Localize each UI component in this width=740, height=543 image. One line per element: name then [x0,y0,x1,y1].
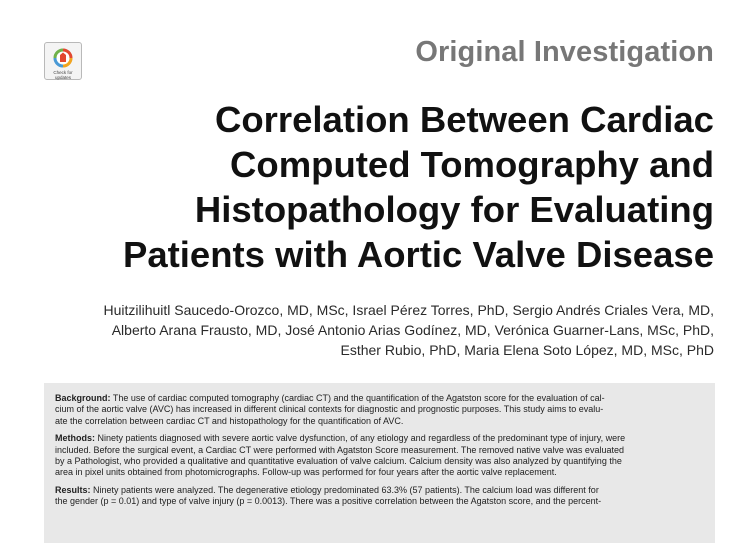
check-for-updates-label: Check for updates [53,70,73,80]
methods-heading: Methods: [55,433,95,444]
background-text: The use of cardiac computed tomography (cardiac CT) and the quantification of the Agatston score for the evaluation of cal- [110,393,605,403]
author-list [34,300,714,360]
author-line: Esther Rubio, PhD, Maria Elena Soto López, MD, MSc, PhD [340,342,714,358]
title-line: Correlation Between Cardiac [215,99,714,140]
results-heading: Results: [55,484,91,495]
check-for-updates-icon [52,47,74,69]
results-text: the gender (p = 0.01) and type of valve injury (p = 0.0013). There was a positive correlation between the Agatston score, and the percent- [55,496,602,507]
methods-text: by a Pathologist, who provided a qualitative and quantitative evaluation of valve calcium. Calcium density was also analyzed by quantifying the [55,456,622,467]
check-for-updates-badge[interactable] [44,42,82,80]
title-line: Histopathology for Evaluating [194,189,714,230]
methods-text: Ninety patients diagnosed with severe aortic valve dysfunction, of any etiology and regardless of the predominant type of injury, were [95,433,626,444]
author-line: Huitzilihuitl Saucedo-Orozco, MD, MSc, Israel Pérez Torres, PhD, Sergio Andrés Criales Vera, MD, [103,302,714,318]
abstract-background [55,393,704,427]
title-line: Patients with Aortic Valve Disease [122,234,714,275]
article-title [74,97,714,277]
title-line: Computed Tomography and [230,144,714,185]
abstract-box [44,383,715,543]
methods-text: area in pixel units obtained from photomicrographs. Follow-up was performed for four years after the aortic valve replacement. [55,467,557,478]
author-line: Alberto Arana Frausto, MD, José Antonio Arias Godínez, MD, Verónica Guarner-Lans, MSc, PhD, [111,322,714,338]
abstract-methods [55,433,704,479]
background-heading: Background: [55,393,111,403]
background-text: cium of the aortic valve (AVC) has increased in different clinical contexts for diagnostic and prognostic purposes. This study aims to evalu- [55,404,604,415]
abstract-results [55,485,704,508]
article-type-label: Original Investigation [415,36,714,68]
results-text: Ninety patients were analyzed. The degenerative etiology predominated 63.3% (57 patients). The calcium load was different for [90,484,599,495]
background-text: ate the correlation between cardiac CT and histopathology for the quantification of AVC. [55,415,404,426]
methods-text: included. Before the surgical event, a Cardiac CT were performed with Agatston Score measurement. The removed native valve was evaluated [55,444,624,455]
